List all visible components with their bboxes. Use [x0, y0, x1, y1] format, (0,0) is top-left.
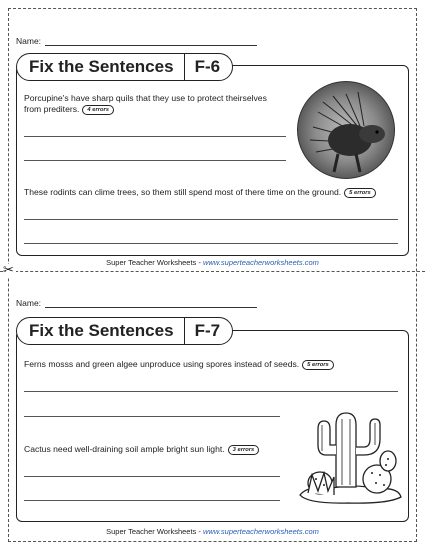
sentence-2: [24, 444, 294, 455]
sentence-text: These rodints can clime trees, so them still spend most of there time on the ground.: [24, 187, 342, 197]
footer: [0, 258, 425, 267]
answer-line[interactable]: [24, 500, 280, 501]
footer: [0, 527, 425, 536]
sentence-text: Ferns mosss and green algee unproduce using spores instead of seeds.: [24, 359, 300, 369]
sentence-text: Porcupine's have sharp quils that they use to protect theirselves from prediters.: [24, 93, 267, 114]
error-count-badge: 4 errors: [82, 105, 114, 115]
footer-publisher: Super Teacher Worksheets -: [106, 527, 203, 536]
name-input-line[interactable]: [45, 37, 257, 46]
sentence-1: [24, 359, 404, 370]
scissors-icon: ✂: [3, 263, 14, 278]
worksheet-code: F-7: [194, 321, 221, 340]
error-count-badge: 5 errors: [302, 360, 334, 370]
worksheet-code: F-6: [194, 57, 221, 76]
name-row: [16, 36, 257, 46]
answer-line[interactable]: [24, 219, 398, 220]
name-label: Name:: [16, 36, 42, 46]
error-count-badge: 3 errors: [228, 445, 260, 455]
cut-line: [0, 271, 425, 272]
porcupine-photo: [297, 81, 395, 179]
cactus-drawing: [298, 405, 403, 505]
porcupine-icon: [298, 82, 395, 179]
title-banner: [16, 317, 233, 345]
sentence-2: [24, 187, 404, 198]
answer-line[interactable]: [24, 136, 286, 137]
error-count-badge: 5 errors: [344, 188, 376, 198]
answer-line[interactable]: [24, 391, 398, 392]
answer-line[interactable]: [24, 160, 286, 161]
sentence-1: [24, 93, 286, 115]
worksheet-title: Fix the Sentences: [17, 54, 185, 80]
footer-url[interactable]: www.superteacherworksheets.com: [202, 258, 319, 267]
answer-line[interactable]: [24, 416, 280, 417]
footer-publisher: Super Teacher Worksheets -: [106, 258, 203, 267]
name-label: Name:: [16, 298, 42, 308]
title-banner: [16, 53, 233, 81]
footer-url[interactable]: www.superteacherworksheets.com: [202, 527, 319, 536]
answer-line[interactable]: [24, 476, 280, 477]
sentence-text: Cactus need well-draining soil ample bright sun light.: [24, 444, 225, 454]
name-row: [16, 298, 257, 308]
worksheet-title: Fix the Sentences: [17, 318, 185, 344]
answer-line[interactable]: [24, 243, 398, 244]
name-input-line[interactable]: [45, 299, 257, 308]
